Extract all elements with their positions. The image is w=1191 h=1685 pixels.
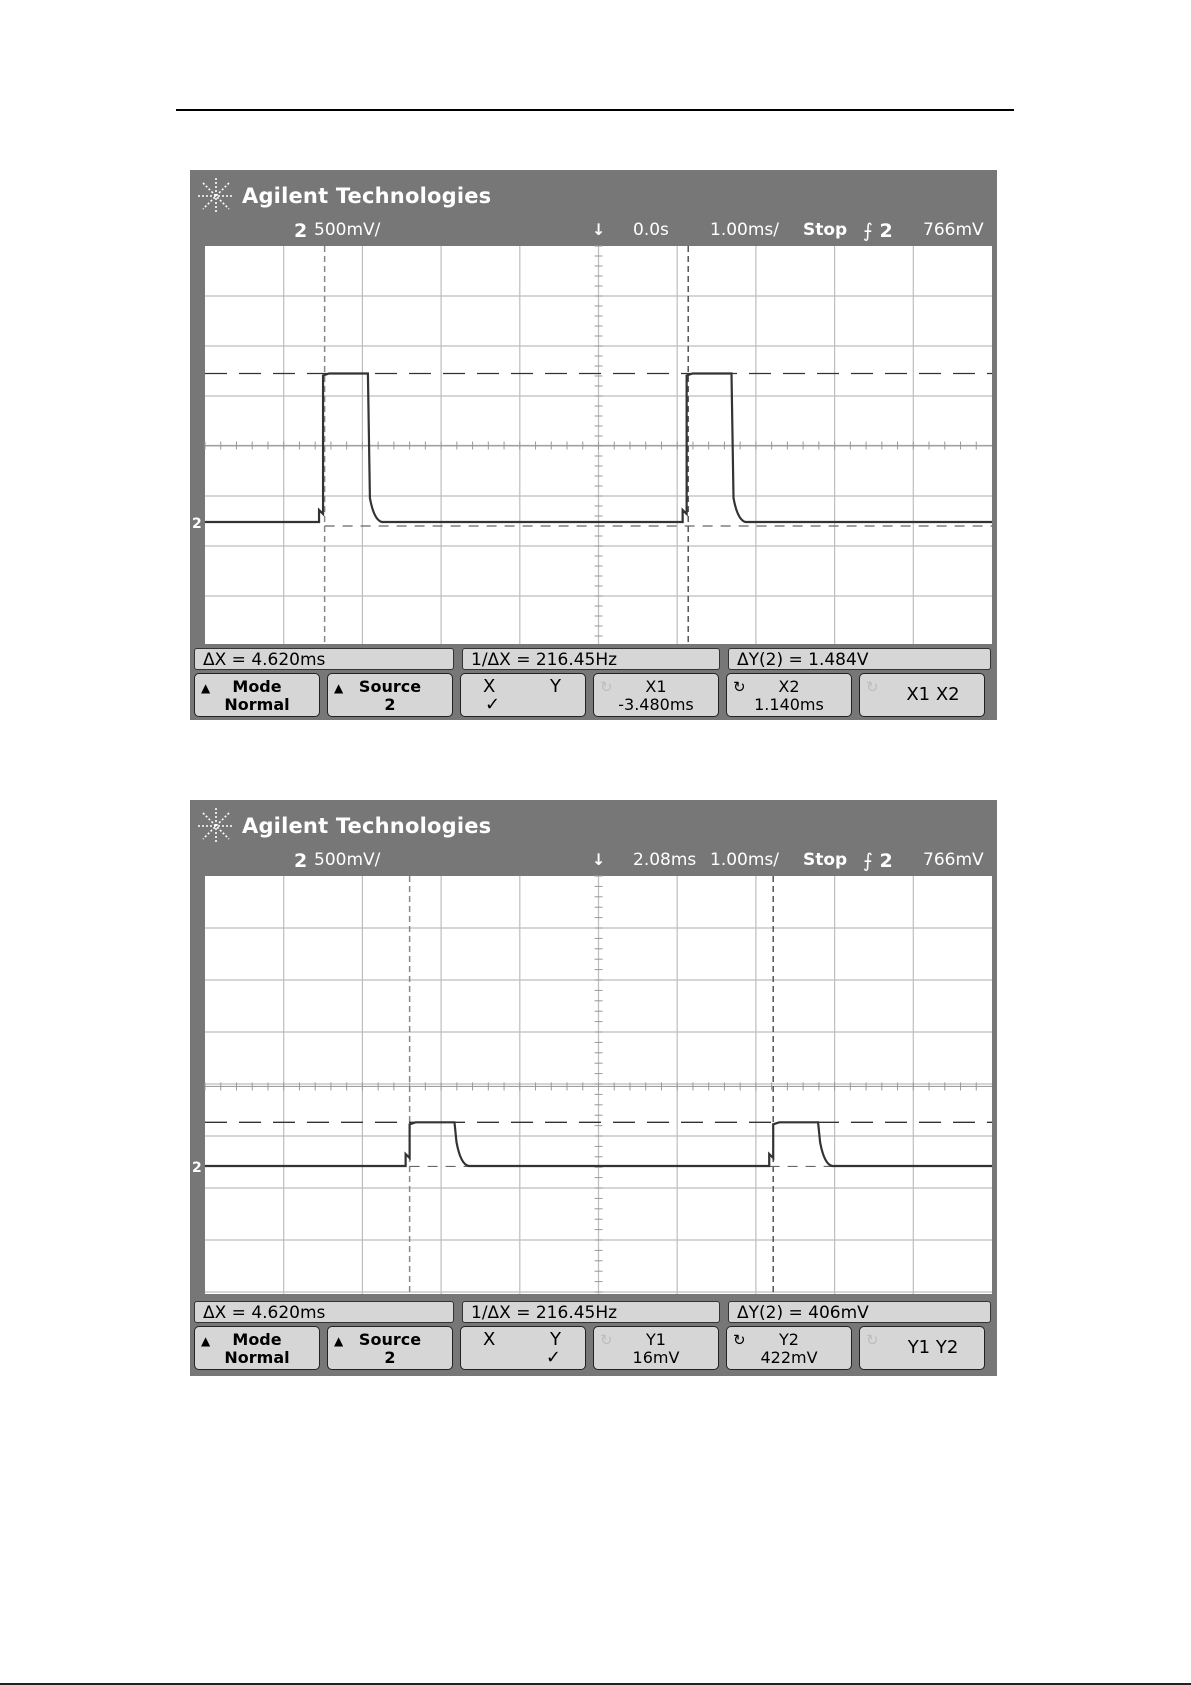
volts-per-div: 500mV/ — [314, 220, 381, 240]
check-icon: ✓ — [485, 694, 501, 715]
entry-knob-icon: ↻ — [733, 1331, 746, 1349]
brand-header — [196, 176, 491, 216]
cursor-2-value: 1.140ms — [754, 695, 824, 714]
menu-up-icon: ▲ — [334, 1334, 344, 1348]
mode-label: Mode — [232, 1330, 282, 1349]
run-state: Stop — [803, 220, 848, 240]
xy-cursor-softkey[interactable] — [460, 1326, 586, 1370]
channel-number: 2 — [294, 220, 308, 242]
cursor-1-value: -3.480ms — [618, 695, 694, 714]
mode-value: Normal — [224, 1348, 290, 1367]
time-per-div: 1.00ms/ — [710, 220, 779, 240]
y-option-label: Y — [550, 676, 561, 697]
trigger-level: 766mV — [923, 850, 984, 870]
cursor-pair-label: Y1 Y2 — [907, 1337, 959, 1358]
check-icon: ✓ — [545, 1347, 561, 1368]
mode-softkey[interactable] — [194, 673, 320, 717]
source-value: 2 — [384, 1348, 396, 1367]
cursor-2-label: Y2 — [779, 1330, 799, 1349]
delta-x-readout: ΔX = 4.620ms — [194, 1301, 454, 1323]
trigger-source: 2 — [879, 850, 893, 872]
cursor-2-value: 422mV — [760, 1348, 818, 1367]
status-line — [190, 850, 997, 872]
x-option-label: X — [483, 1329, 496, 1350]
cursor-pair-label: X1 X2 — [906, 684, 960, 705]
source-label: Source — [358, 677, 422, 696]
mode-label: Mode — [232, 677, 282, 696]
inverse-delta-x-readout: 1/ΔX = 216.45Hz — [462, 1301, 720, 1323]
waveform-display — [192, 876, 992, 1294]
cursor-1-label: Y1 — [646, 1330, 666, 1349]
agilent-spark-logo-icon — [196, 806, 236, 846]
oscilloscope-screen-1 — [190, 170, 997, 720]
delay-marker-icon: ↓ — [592, 850, 606, 869]
ground-marker-icon: 2 — [192, 1160, 202, 1176]
horizontal-delay: 0.0s — [633, 220, 669, 240]
waveform-graticule — [192, 876, 992, 1294]
y-option-label: Y — [550, 1329, 561, 1350]
page-rule — [176, 109, 1014, 111]
rising-edge-icon: ⨍ — [863, 850, 873, 872]
waveform-graticule — [192, 246, 992, 644]
delay-marker-icon: ↓ — [592, 220, 606, 239]
measurement-readouts — [194, 648, 993, 672]
measurement-readouts — [194, 1301, 993, 1325]
menu-up-icon: ▲ — [201, 681, 211, 695]
oscilloscope-screen-2 — [190, 800, 997, 1376]
mode-softkey[interactable] — [194, 1326, 320, 1370]
menu-up-icon: ▲ — [334, 681, 344, 695]
volts-per-div: 500mV/ — [314, 850, 381, 870]
rising-edge-icon: ⨍ — [863, 220, 873, 242]
entry-knob-icon: ↻ — [866, 678, 879, 696]
menu-up-icon: ▲ — [201, 1334, 211, 1348]
trigger-slope-source — [863, 850, 893, 872]
cursor-pair-softkey[interactable] — [859, 1326, 985, 1370]
waveform-display — [192, 246, 992, 644]
cursor-2-softkey[interactable] — [726, 673, 852, 717]
source-value: 2 — [384, 695, 396, 714]
cursor-1-softkey[interactable] — [593, 673, 719, 717]
entry-knob-icon: ↻ — [600, 1331, 613, 1349]
softkey-row — [194, 1326, 993, 1372]
cursor-2-label: X2 — [778, 677, 800, 696]
entry-knob-icon: ↻ — [733, 678, 746, 696]
trigger-source: 2 — [879, 220, 893, 242]
delta-x-readout: ΔX = 4.620ms — [194, 648, 454, 670]
trigger-slope-source — [863, 220, 893, 242]
agilent-spark-logo-icon — [196, 176, 236, 216]
source-label: Source — [358, 1330, 422, 1349]
delta-y-readout: ΔY(2) = 1.484V — [728, 648, 991, 670]
brand-name: Agilent Technologies — [242, 814, 492, 838]
run-state: Stop — [803, 850, 848, 870]
brand-name: Agilent Technologies — [242, 184, 492, 208]
cursor-1-softkey[interactable] — [593, 1326, 719, 1370]
delta-y-readout: ΔY(2) = 406mV — [728, 1301, 991, 1323]
xy-cursor-softkey[interactable] — [460, 673, 586, 717]
cursor-1-value: 16mV — [632, 1348, 680, 1367]
cursor-1-label: X1 — [645, 677, 667, 696]
status-line — [190, 220, 997, 242]
entry-knob-icon: ↻ — [600, 678, 613, 696]
source-softkey[interactable] — [327, 1326, 453, 1370]
softkey-row — [194, 673, 993, 719]
channel-number: 2 — [294, 850, 308, 872]
brand-header — [196, 806, 491, 846]
horizontal-delay: 2.08ms — [633, 850, 697, 870]
source-softkey[interactable] — [327, 673, 453, 717]
entry-knob-icon: ↻ — [866, 1331, 879, 1349]
cursor-2-softkey[interactable] — [726, 1326, 852, 1370]
inverse-delta-x-readout: 1/ΔX = 216.45Hz — [462, 648, 720, 670]
time-per-div: 1.00ms/ — [710, 850, 779, 870]
ground-marker-icon: 2 — [192, 516, 202, 532]
mode-value: Normal — [224, 695, 290, 714]
x-option-label: X — [483, 676, 496, 697]
trigger-level: 766mV — [923, 220, 984, 240]
cursor-pair-softkey[interactable] — [859, 673, 985, 717]
